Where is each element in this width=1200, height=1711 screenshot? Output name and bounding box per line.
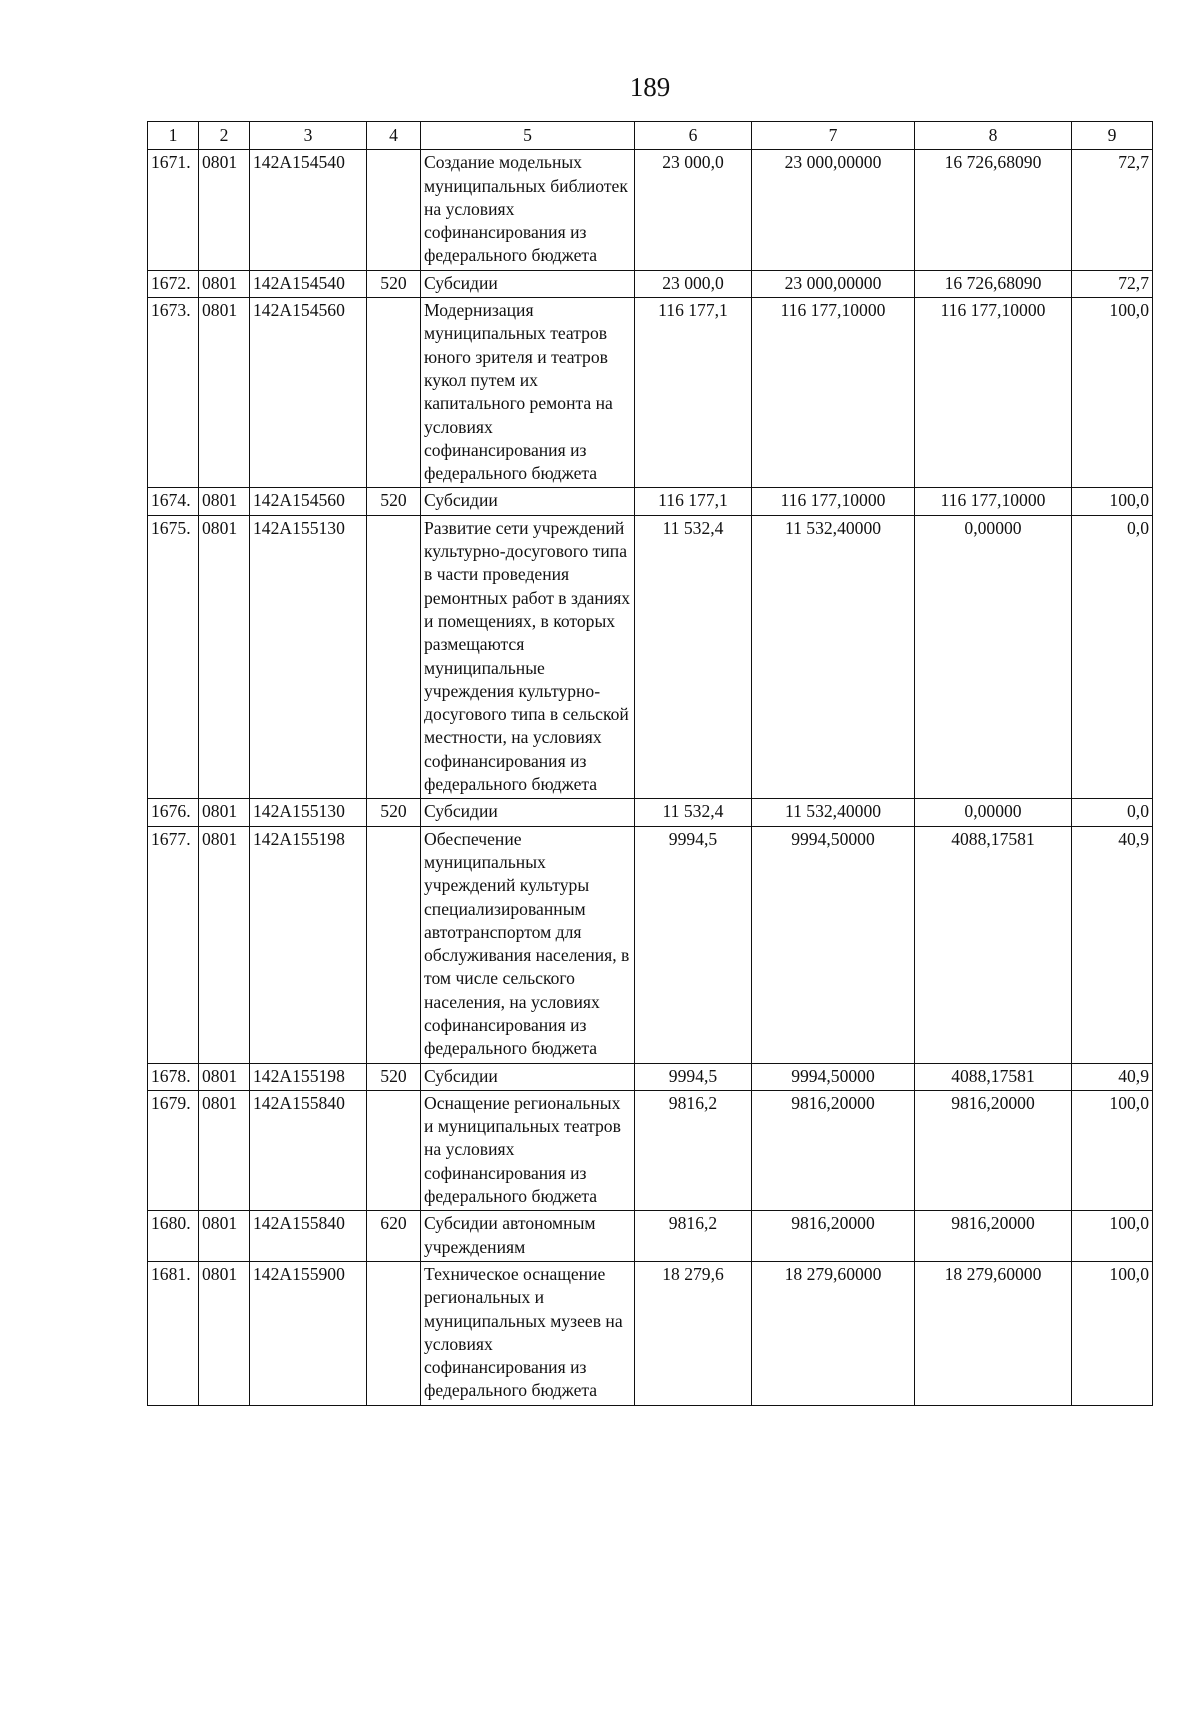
section-code-cell: 0801 (199, 1261, 250, 1405)
header-row (148, 122, 1153, 150)
item-name-cell: Оснащение региональных и муниципальных театров на условиях софинансирования из федерального бюджета (421, 1090, 635, 1210)
section-code-cell: 0801 (199, 799, 250, 826)
expense-type-cell: 520 (367, 799, 421, 826)
planned-amount-cell: 9994,50000 (752, 1063, 915, 1090)
table-row (148, 298, 1153, 488)
expense-type-cell (367, 1261, 421, 1405)
executed-amount-cell: 4088,17581 (915, 1063, 1072, 1090)
expense-type-cell: 520 (367, 488, 421, 515)
section-code-cell: 0801 (199, 515, 250, 799)
item-name-cell: Субсидии (421, 488, 635, 515)
planned-amount-cell: 23 000,00000 (752, 270, 915, 297)
row-number-cell: 1677. (148, 826, 199, 1063)
table-row (148, 1211, 1153, 1262)
planned-amount-cell: 23 000,00000 (752, 150, 915, 270)
approved-amount-cell: 23 000,0 (635, 150, 752, 270)
execution-percent-cell: 40,9 (1072, 1063, 1153, 1090)
executed-amount-cell: 116 177,10000 (915, 488, 1072, 515)
column-header: 8 (915, 122, 1072, 150)
row-number-cell: 1672. (148, 270, 199, 297)
execution-percent-cell: 0,0 (1072, 799, 1153, 826)
target-code-cell: 142A155130 (250, 799, 367, 826)
row-number-cell: 1678. (148, 1063, 199, 1090)
executed-amount-cell: 9816,20000 (915, 1211, 1072, 1262)
row-number-cell: 1671. (148, 150, 199, 270)
target-code-cell: 142A155198 (250, 1063, 367, 1090)
execution-percent-cell: 72,7 (1072, 270, 1153, 297)
column-header: 2 (199, 122, 250, 150)
row-number-cell: 1674. (148, 488, 199, 515)
expense-type-cell (367, 1090, 421, 1210)
execution-percent-cell: 0,0 (1072, 515, 1153, 799)
table-row (148, 1063, 1153, 1090)
column-header: 3 (250, 122, 367, 150)
planned-amount-cell: 116 177,10000 (752, 298, 915, 488)
planned-amount-cell: 11 532,40000 (752, 799, 915, 826)
expense-type-cell: 520 (367, 270, 421, 297)
expense-type-cell (367, 298, 421, 488)
column-header: 1 (148, 122, 199, 150)
executed-amount-cell: 0,00000 (915, 515, 1072, 799)
executed-amount-cell: 18 279,60000 (915, 1261, 1072, 1405)
item-name-cell: Создание модельных муниципальных библиотек на условиях софинансирования из федерального бюджета (421, 150, 635, 270)
approved-amount-cell: 9816,2 (635, 1211, 752, 1262)
executed-amount-cell: 116 177,10000 (915, 298, 1072, 488)
section-code-cell: 0801 (199, 826, 250, 1063)
section-code-cell: 0801 (199, 150, 250, 270)
section-code-cell: 0801 (199, 1090, 250, 1210)
target-code-cell: 142A154540 (250, 270, 367, 297)
target-code-cell: 142A155130 (250, 515, 367, 799)
item-name-cell: Субсидии (421, 270, 635, 297)
row-number-cell: 1673. (148, 298, 199, 488)
row-number-cell: 1675. (148, 515, 199, 799)
approved-amount-cell: 18 279,6 (635, 1261, 752, 1405)
table-row (148, 1261, 1153, 1405)
executed-amount-cell: 4088,17581 (915, 826, 1072, 1063)
item-name-cell: Субсидии (421, 799, 635, 826)
execution-percent-cell: 100,0 (1072, 298, 1153, 488)
item-name-cell: Техническое оснащение региональных и муниципальных музеев на условиях софинансирования из федерального бюджета (421, 1261, 635, 1405)
target-code-cell: 142A155198 (250, 826, 367, 1063)
planned-amount-cell: 9816,20000 (752, 1211, 915, 1262)
column-header: 7 (752, 122, 915, 150)
target-code-cell: 142A155900 (250, 1261, 367, 1405)
row-number-cell: 1680. (148, 1211, 199, 1262)
approved-amount-cell: 9816,2 (635, 1090, 752, 1210)
section-code-cell: 0801 (199, 488, 250, 515)
item-name-cell: Развитие сети учреждений культурно-досугового типа в части проведения ремонтных работ в зданиях и помещениях, в которых размещаются муниципальные учреждения культурно-досугового типа в сельской местности, на условиях софинансирования из федерального бюджета (421, 515, 635, 799)
planned-amount-cell: 11 532,40000 (752, 515, 915, 799)
planned-amount-cell: 9994,50000 (752, 826, 915, 1063)
expense-type-cell (367, 150, 421, 270)
expense-type-cell: 620 (367, 1211, 421, 1262)
target-code-cell: 142A155840 (250, 1090, 367, 1210)
executed-amount-cell: 16 726,68090 (915, 150, 1072, 270)
approved-amount-cell: 23 000,0 (635, 270, 752, 297)
execution-percent-cell: 100,0 (1072, 1211, 1153, 1262)
target-code-cell: 142A154540 (250, 150, 367, 270)
target-code-cell: 142A154560 (250, 488, 367, 515)
expense-type-cell (367, 826, 421, 1063)
item-name-cell: Субсидии автономным учреждениям (421, 1211, 635, 1262)
executed-amount-cell: 9816,20000 (915, 1090, 1072, 1210)
item-name-cell: Субсидии (421, 1063, 635, 1090)
table-row (148, 826, 1153, 1063)
column-header: 4 (367, 122, 421, 150)
planned-amount-cell: 116 177,10000 (752, 488, 915, 515)
executed-amount-cell: 0,00000 (915, 799, 1072, 826)
execution-percent-cell: 72,7 (1072, 150, 1153, 270)
target-code-cell: 142A154560 (250, 298, 367, 488)
execution-percent-cell: 40,9 (1072, 826, 1153, 1063)
table-row (148, 799, 1153, 826)
budget-table (147, 121, 1153, 1406)
table-header (148, 122, 1153, 150)
section-code-cell: 0801 (199, 270, 250, 297)
target-code-cell: 142A155840 (250, 1211, 367, 1262)
approved-amount-cell: 116 177,1 (635, 488, 752, 515)
row-number-cell: 1679. (148, 1090, 199, 1210)
item-name-cell: Обеспечение муниципальных учреждений культуры специализированным автотранспортом для обслуживания населения, в том числе сельского населения, на условиях софинансирования из федерального бюджета (421, 826, 635, 1063)
table-row (148, 488, 1153, 515)
table-body (148, 150, 1153, 1405)
approved-amount-cell: 9994,5 (635, 826, 752, 1063)
column-header: 5 (421, 122, 635, 150)
executed-amount-cell: 16 726,68090 (915, 270, 1072, 297)
section-code-cell: 0801 (199, 1211, 250, 1262)
section-code-cell: 0801 (199, 1063, 250, 1090)
approved-amount-cell: 9994,5 (635, 1063, 752, 1090)
column-header: 6 (635, 122, 752, 150)
expense-type-cell (367, 515, 421, 799)
planned-amount-cell: 18 279,60000 (752, 1261, 915, 1405)
planned-amount-cell: 9816,20000 (752, 1090, 915, 1210)
row-number-cell: 1676. (148, 799, 199, 826)
table-row (148, 270, 1153, 297)
row-number-cell: 1681. (148, 1261, 199, 1405)
page-number: 189 (629, 72, 671, 102)
approved-amount-cell: 116 177,1 (635, 298, 752, 488)
column-header: 9 (1072, 122, 1153, 150)
execution-percent-cell: 100,0 (1072, 1090, 1153, 1210)
table-row (148, 515, 1153, 799)
section-code-cell: 0801 (199, 298, 250, 488)
table-row (148, 150, 1153, 270)
table-row (148, 1090, 1153, 1210)
expense-type-cell: 520 (367, 1063, 421, 1090)
item-name-cell: Модернизация муниципальных театров юного зрителя и театров кукол путем их капитального ремонта на условиях софинансирования из федерального бюджета (421, 298, 635, 488)
approved-amount-cell: 11 532,4 (635, 799, 752, 826)
execution-percent-cell: 100,0 (1072, 488, 1153, 515)
approved-amount-cell: 11 532,4 (635, 515, 752, 799)
execution-percent-cell: 100,0 (1072, 1261, 1153, 1405)
